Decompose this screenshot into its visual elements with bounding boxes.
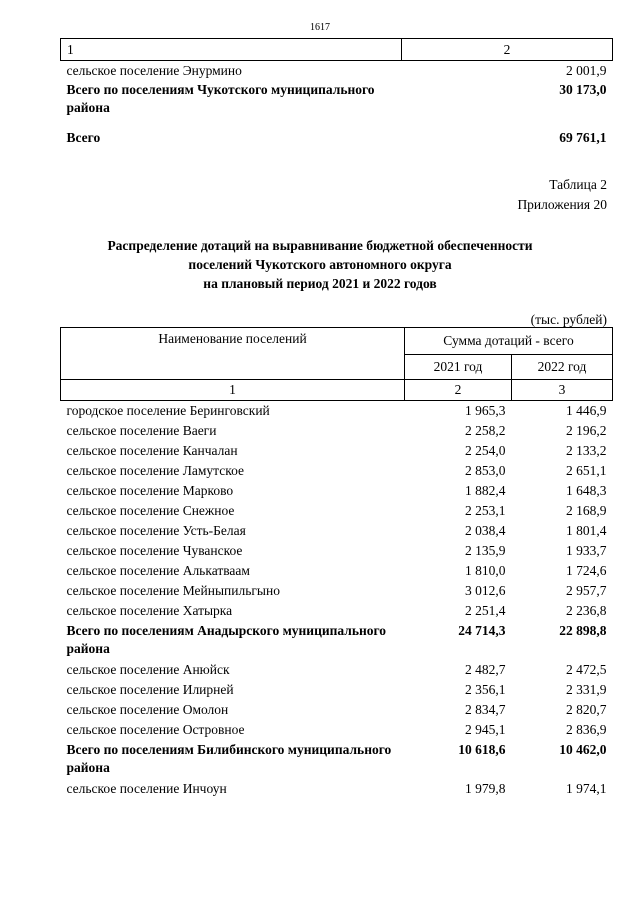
- settlement-name: сельское поселение Хатырка: [66, 603, 233, 618]
- value-2022: 2 236,8: [566, 603, 607, 618]
- value-2021: 2 254,0: [465, 443, 506, 458]
- header-col-2: 2: [405, 380, 512, 401]
- value-2022: 2 957,7: [566, 583, 607, 598]
- value-2021: 2 038,4: [465, 523, 506, 538]
- header-subsidy-total: Сумма дотаций - всего: [405, 328, 613, 355]
- title-line-2: поселений Чукотского автономного округа: [188, 257, 452, 272]
- settlement-name: сельское поселение Илирней: [66, 682, 234, 697]
- table-row: [61, 700, 613, 720]
- appendix-number: Приложения 20: [517, 197, 607, 212]
- settlement-name: сельское поселение Островное: [66, 722, 245, 737]
- table-row: [61, 660, 613, 680]
- header-year-2022: 2022 год: [512, 355, 613, 380]
- value-2021: 1 882,4: [465, 483, 506, 498]
- header-year-2021: 2021 год: [405, 355, 512, 380]
- settlement-name: сельское поселение Анюйск: [66, 662, 230, 677]
- value-2021: 24 714,3: [458, 623, 506, 638]
- table-row: [61, 501, 613, 521]
- table-row: [61, 481, 613, 501]
- settlement-name: сельское поселение Энурмино: [66, 63, 242, 78]
- settlement-name: Всего по поселениям Анадырского муниципального района: [66, 623, 387, 656]
- value-2021: 2 253,1: [465, 503, 506, 518]
- subsidy-value: 69 761,1: [559, 130, 607, 145]
- settlement-name: сельское поселение Алькатваам: [66, 563, 250, 578]
- settlement-name: Всего по поселениям Чукотского муниципального района: [66, 82, 375, 115]
- table-row: [61, 521, 613, 541]
- settlement-name: сельское поселение Ваеги: [66, 423, 217, 438]
- value-2021: 3 012,6: [465, 583, 506, 598]
- value-2022: 2 331,9: [566, 682, 607, 697]
- value-2021: 2 853,0: [465, 463, 506, 478]
- value-2021: 10 618,6: [458, 742, 506, 757]
- continuation-header-row: [61, 39, 613, 61]
- header-col-3: 3: [512, 380, 613, 401]
- table-label: [517, 175, 607, 215]
- table-row: [61, 779, 613, 799]
- settlement-name: сельское поселение Инчоун: [66, 781, 227, 796]
- value-2022: 1 724,6: [566, 563, 607, 578]
- title-line-3: на плановый период 2021 и 2022 годов: [203, 276, 437, 291]
- value-2022: 2 836,9: [566, 722, 607, 737]
- value-2022: 10 462,0: [559, 742, 607, 757]
- subsidy-value: 30 173,0: [559, 82, 607, 97]
- continuation-table: [60, 38, 613, 159]
- settlement-name: сельское поселение Снежное: [66, 503, 235, 518]
- settlement-name: сельское поселение Омолон: [66, 702, 229, 717]
- value-2021: 1 810,0: [465, 563, 506, 578]
- table-row: [61, 461, 613, 481]
- settlement-name: сельское поселение Чуванское: [66, 543, 243, 558]
- subsidies-table: [60, 327, 613, 799]
- value-2022: 1 801,4: [566, 523, 607, 538]
- table-number: Таблица 2: [549, 177, 607, 192]
- settlement-name: сельское поселение Канчалан: [66, 443, 238, 458]
- value-2021: 2 135,9: [465, 543, 506, 558]
- document-title: [0, 236, 640, 293]
- value-2021: 1 965,3: [465, 403, 506, 418]
- title-line-1: Распределение дотаций на выравнивание бюджетной обеспеченности: [107, 238, 533, 253]
- table-row: [61, 601, 613, 621]
- settlement-name: Всего: [66, 130, 101, 145]
- value-2021: 2 356,1: [465, 682, 506, 697]
- table-row: [61, 740, 613, 779]
- table-row: [61, 621, 613, 660]
- value-2021: 2 251,4: [465, 603, 506, 618]
- column-number-2: 2: [402, 39, 613, 61]
- value-2022: 2 472,5: [566, 662, 607, 677]
- value-2021: 2 482,7: [465, 662, 506, 677]
- table-row: [61, 441, 613, 461]
- settlement-name: сельское поселение Марково: [66, 483, 234, 498]
- value-2021: 1 979,8: [465, 781, 506, 796]
- table-row: [61, 720, 613, 740]
- units-label: (тыс. рублей): [530, 312, 607, 327]
- value-2022: 2 133,2: [566, 443, 607, 458]
- value-2022: 2 820,7: [566, 702, 607, 717]
- table-row: [61, 117, 613, 159]
- value-2022: 1 648,3: [566, 483, 607, 498]
- value-2022: 2 196,2: [566, 423, 607, 438]
- header-settlement-name: Наименование поселений: [61, 328, 405, 380]
- table-row: [61, 581, 613, 601]
- value-2022: 1 933,7: [566, 543, 607, 558]
- value-2022: 22 898,8: [559, 623, 607, 638]
- table-row: [61, 421, 613, 441]
- value-2021: 2 258,2: [465, 423, 506, 438]
- column-number-1: 1: [61, 39, 402, 61]
- value-2022: 2 651,1: [566, 463, 607, 478]
- settlement-name: городское поселение Беринговский: [66, 403, 270, 418]
- table-row: [61, 61, 613, 82]
- settlement-name: сельское поселение Мейныпильгыно: [66, 583, 280, 598]
- table-row: [61, 561, 613, 581]
- value-2022: 2 168,9: [566, 503, 607, 518]
- value-2021: 2 945,1: [465, 722, 506, 737]
- value-2021: 2 834,7: [465, 702, 506, 717]
- subsidy-value: 2 001,9: [566, 63, 607, 78]
- settlement-name: сельское поселение Усть-Белая: [66, 523, 246, 538]
- table-row: [61, 541, 613, 561]
- settlement-name: сельское поселение Ламутское: [66, 463, 244, 478]
- value-2022: 1 446,9: [566, 403, 607, 418]
- header-col-1: 1: [61, 380, 405, 401]
- settlement-name: Всего по поселениям Билибинского муниципального района: [66, 742, 392, 775]
- table-row: [61, 680, 613, 700]
- table-row: [61, 401, 613, 422]
- page-number: 1617: [310, 22, 330, 33]
- table-row: [61, 81, 613, 117]
- value-2022: 1 974,1: [566, 781, 607, 796]
